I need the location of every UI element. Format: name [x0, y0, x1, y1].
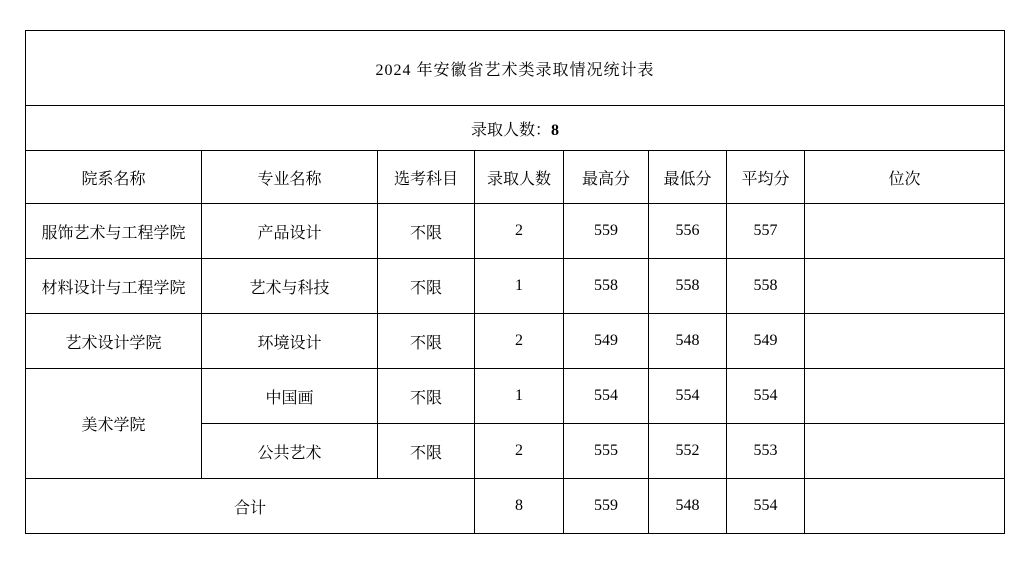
column-header-avg: 平均分: [727, 151, 805, 204]
admitted-count-row: [26, 106, 1005, 151]
cell-avg: 553: [727, 424, 805, 479]
cell-major: 环境设计: [202, 314, 378, 369]
cell-rank: [805, 204, 1005, 259]
cell-max: 555: [564, 424, 649, 479]
admitted-count-value: 8: [551, 121, 560, 139]
column-header-count: 录取人数: [475, 151, 564, 204]
cell-max: 559: [564, 204, 649, 259]
table-header-row: [26, 151, 1005, 204]
cell-max: 554: [564, 369, 649, 424]
total-rank: [805, 479, 1005, 534]
cell-subject: 不限: [378, 369, 475, 424]
total-min: 548: [649, 479, 727, 534]
cell-college: 材料设计与工程学院: [26, 259, 202, 314]
cell-subject: 不限: [378, 314, 475, 369]
cell-min: 548: [649, 314, 727, 369]
statistics-table: [25, 30, 1005, 534]
cell-major: 产品设计: [202, 204, 378, 259]
column-header-college: 院系名称: [26, 151, 202, 204]
column-header-min: 最低分: [649, 151, 727, 204]
cell-count: 2: [475, 204, 564, 259]
cell-max: 549: [564, 314, 649, 369]
table-row: [26, 259, 1005, 314]
cell-avg: 558: [727, 259, 805, 314]
cell-college: 美术学院: [26, 369, 202, 479]
admitted-count-cell: [26, 106, 1005, 151]
cell-subject: 不限: [378, 259, 475, 314]
cell-max: 558: [564, 259, 649, 314]
cell-min: 558: [649, 259, 727, 314]
total-label: 合计: [26, 479, 475, 534]
table-total-row: [26, 479, 1005, 534]
cell-count: 2: [475, 424, 564, 479]
statistics-table-container: [25, 30, 1004, 534]
cell-college: 服饰艺术与工程学院: [26, 204, 202, 259]
table-row: [26, 314, 1005, 369]
cell-rank: [805, 424, 1005, 479]
cell-avg: 554: [727, 369, 805, 424]
cell-count: 1: [475, 369, 564, 424]
cell-subject: 不限: [378, 424, 475, 479]
cell-min: 552: [649, 424, 727, 479]
cell-rank: [805, 259, 1005, 314]
page-title: 2024 年安徽省艺术类录取情况统计表: [26, 31, 1005, 106]
admitted-count-label: 录取人数：: [471, 121, 552, 139]
cell-college: 艺术设计学院: [26, 314, 202, 369]
column-header-major: 专业名称: [202, 151, 378, 204]
cell-count: 1: [475, 259, 564, 314]
column-header-max: 最高分: [564, 151, 649, 204]
total-count: 8: [475, 479, 564, 534]
cell-min: 556: [649, 204, 727, 259]
column-header-subject: 选考科目: [378, 151, 475, 204]
cell-count: 2: [475, 314, 564, 369]
cell-avg: 557: [727, 204, 805, 259]
column-header-rank: 位次: [805, 151, 1005, 204]
cell-rank: [805, 369, 1005, 424]
table-row: [26, 369, 1005, 424]
cell-rank: [805, 314, 1005, 369]
total-avg: 554: [727, 479, 805, 534]
title-row: [26, 31, 1005, 106]
cell-major: 中国画: [202, 369, 378, 424]
cell-major: 公共艺术: [202, 424, 378, 479]
cell-min: 554: [649, 369, 727, 424]
total-max: 559: [564, 479, 649, 534]
cell-subject: 不限: [378, 204, 475, 259]
cell-major: 艺术与科技: [202, 259, 378, 314]
cell-avg: 549: [727, 314, 805, 369]
table-row: [26, 204, 1005, 259]
